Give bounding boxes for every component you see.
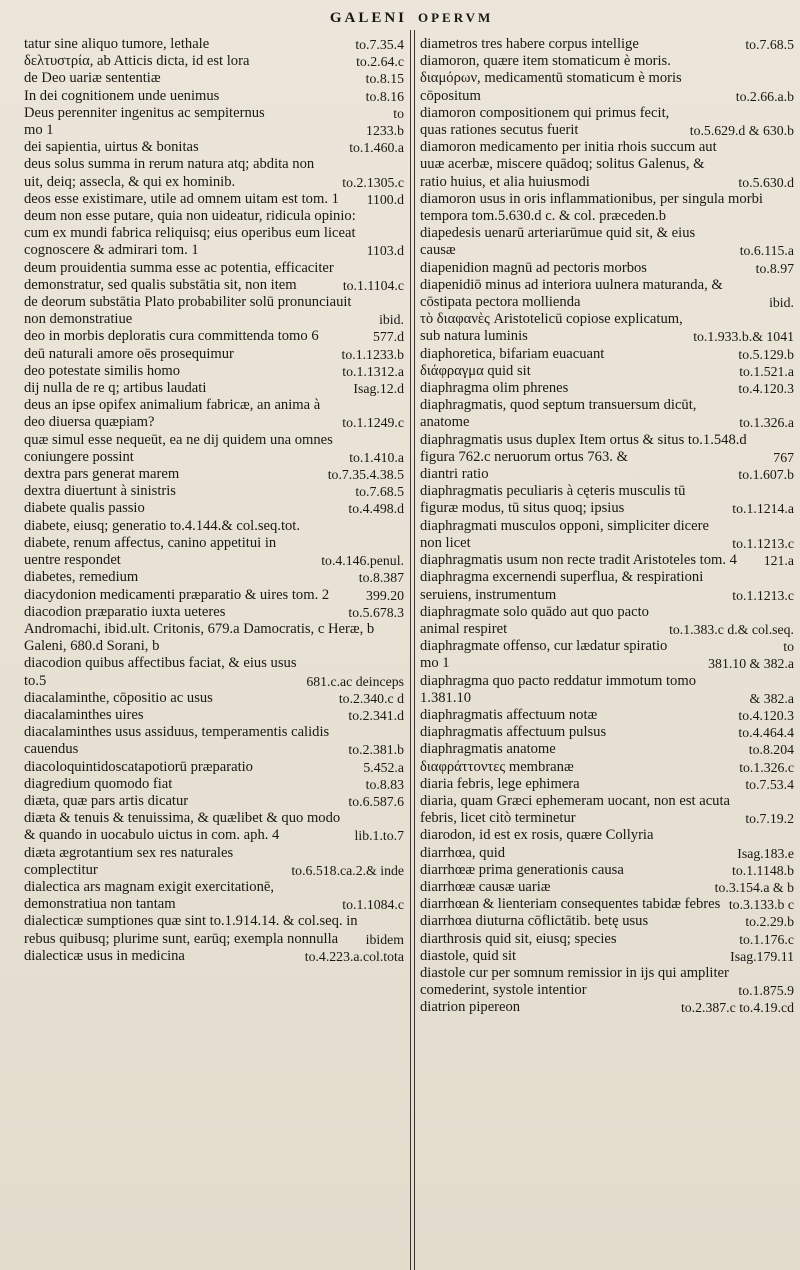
index-entry [420,759,794,776]
entry-text: diabete, renum affectus, canino appetitui in uentre respondet [24,534,277,569]
entry-text: deū naturali amore oēs prosequimur [24,345,234,362]
entry-text: dialecticæ sumptiones quæ sint to.1.914.14. & col.seq. in rebus quibusq; plurime sunt, earūq; exempla nonnulla [24,913,358,947]
entry-reference: to.4.120.3 [738,381,794,397]
index-entry [24,88,404,105]
entry-text: diaphragmati musculos opponi, simpliciter dicere non licet [420,517,709,551]
index-entry [24,845,404,879]
entry-reference: to.1.607.b [738,467,794,483]
entry-reference: 577.d [372,329,404,345]
index-entry [24,466,404,483]
entry-reference: to [783,639,794,655]
index-entry [420,260,794,277]
entry-text: diametros tres habere corpus intellige [420,36,639,52]
entry-reference: & 382.a [749,690,794,706]
entry-text: de Deo uariæ sententiæ [24,70,161,87]
entry-text: dialectica ars magnam exigit exercitationē, demonstratiua non tantam [24,878,275,913]
index-entry [24,208,404,260]
entry-text: diamoron usus in oris inflammationibus, per singula morbi tempora tom.5.630.d c. & col. præceden.b [420,190,763,225]
entry-text: dei sapientia, uirtus & bonitas [24,139,199,156]
entry-text: diatrion pipereon [420,999,521,1016]
entry-reference: to.6.518.ca.2.& inde [291,862,404,878]
index-entry [24,346,404,363]
entry-text: tatur sine aliquo tumore, lethale [24,36,210,52]
entry-text: deum non esse putare, quia non uideatur, ridicula opinio: cum ex mundi fabrica reliquisq; eius operibus eum liceat cognoscere & admirari tom. 1 [24,208,356,259]
entry-reference: to.7.53.4 [745,776,794,792]
entry-text: δελτυστρία, ab Atticis dicta, id est lora [24,53,250,70]
index-entry [24,690,404,707]
entry-text: diaphragmatis affectuum notæ [420,706,598,723]
entry-reference: Isag.183.e [737,845,794,861]
entry-reference: to.1.383.c d.& col.seq. [669,621,794,637]
entry-reference: ibid. [379,312,404,328]
entry-reference: to.5.129.b [738,346,794,362]
entry-text: diaphragmate solo quādo aut quo pacto animal respiret [420,603,649,637]
index-entry [420,397,794,431]
header-right: OPERVM [418,10,494,25]
entry-text: diarrhœæ causæ uariæ [420,878,551,895]
entry-reference: to.1.176.c [739,931,794,947]
index-entry [420,483,794,517]
entry-reference: to.2.64.c [356,54,404,70]
index-entry [420,363,794,380]
index-entry [420,638,794,655]
entry-reference: Isag.12.d [353,381,404,397]
entry-text: diacydonion medicamenti præparatio & uires tom. 2 [24,586,330,603]
entry-text: diaphragma olim phrenes [420,380,569,397]
entry-text: deum prouidentia summa esse ac potentia, efficaciter demonstratur, sed qualis substātia sit, non item [24,259,334,293]
entry-text: διάφραγμα quid sit [420,362,531,379]
entry-reference: to.5.678.3 [348,604,404,620]
entry-text: diabete qualis passio [24,500,145,517]
entry-reference: 5.452.a [363,759,404,775]
index-entry [24,483,404,500]
entry-text: diaphragma excernendi superflua, & respirationi seruiens, instrumentum [420,569,704,603]
entry-text: diapenidion magnū ad pectoris morbos [420,259,647,276]
index-entry [24,191,404,208]
entry-reference: to.2.387.c to.4.19.cd [680,1000,794,1016]
entry-reference: 681.c.ac deinceps [306,673,404,689]
entry-reference: to.1.1084.c [342,897,404,913]
entry-text: diaphragmatis, quod septum transuersum dicūt, anatome [420,397,697,431]
entry-reference: to.2.29.b [745,914,794,930]
entry-text: diabetes, remedium [24,569,139,586]
entry-text: διαμόρων, medicamentū stomaticum è moris cōpositum [420,70,682,104]
entry-text: diæta & tenuis & tenuissima, & quælibet & quo modo & quando in uocabulo uictus in com. aph. 4 [24,810,341,844]
index-entry [24,948,404,965]
entry-reference: to.1.1213.c [732,535,794,551]
entry-text: diaphragmatis usum non recte tradit Aristoteles tom. 4 [420,552,737,569]
entry-text: diastole, quid sit [420,947,517,964]
entry-text: Deus perenniter ingenitus ac sempiternus [24,104,265,121]
entry-text: diaphragmatis anatome [420,741,556,758]
entry-text: diamoron, quære item stomaticum è moris. [420,53,671,70]
entry-text: diacodion præparatio iuxta ueteres [24,603,226,620]
entry-reference: to.1.875.9 [738,983,794,999]
index-entry [420,862,794,879]
entry-text: diarrhœa diuturna cōflictātib. betę usus [420,913,649,930]
entry-text: In dei cognitionem unde uenimus [24,87,220,104]
index-entry [420,346,794,363]
index-entry [24,569,404,586]
entry-reference: to.4.146.penul. [321,553,404,569]
entry-reference: 767 [773,449,794,465]
right-index-column [420,36,794,1017]
entry-text: deo in morbis deploratis cura committenda tomo 6 [24,328,319,345]
entry-text: diacodion quibus affectibus faciat, & eius usus to.5 [24,655,297,689]
entry-reference: to.3.154.a & b [714,879,794,895]
index-entry [420,827,794,844]
entry-text: dextra diuertunt à sinistris [24,483,176,500]
entry-text: diapedesis uenarū arteriarūmue quid sit, & eius causæ [420,225,696,259]
entry-reference: 1100.d [366,191,404,207]
entry-reference: Isag.179.11 [730,948,794,964]
entry-text: dij nulla de re q; artibus laudati [24,380,207,397]
entry-reference: to.4.464.4 [738,725,794,741]
column-rule-inner [414,30,415,1270]
index-entry [24,328,404,345]
index-entry [420,277,794,311]
entry-text: diabete, eiusq; generatio to.4.144.& col.seq.tot. [24,517,300,534]
index-entry [420,776,794,793]
index-entry [420,741,794,758]
entry-reference: to.4.120.3 [738,707,794,723]
entry-text: de deorum substātia Plato probabiliter solū pronunciauit non demonstratiue [24,294,352,328]
entry-reference: to.8.97 [755,260,794,276]
entry-text: diamoron medicamento per initia rhois succum aut uuæ acerbæ, miscere quādoq; solitus Galenus, & ratio huius, et alia huiusmodi [420,139,717,190]
entry-reference: to.1.326.c [739,759,794,775]
index-entry [420,518,794,552]
entry-reference: to.7.35.4.38.5 [327,467,404,483]
index-entry [24,724,404,758]
entry-text: diacalaminthes uires [24,706,144,723]
entry-text: diapenidiō minus ad interiora uulnera maturanda, & cōstipata pectora mollienda [420,276,723,311]
entry-reference: to.6.115.a [739,243,794,259]
entry-text: diaphoretica, bifariam euacuant [420,345,605,362]
index-entry [420,724,794,741]
entry-reference: to.8.387 [358,570,404,586]
entry-reference: to.3.133.b c [728,897,794,913]
index-entry [24,759,404,776]
index-entry [24,70,404,87]
entry-reference: to.1.933.b.& 1041 [693,329,794,345]
entry-reference: 399.20 [366,587,404,603]
index-entry [24,36,404,53]
entry-reference: to.5.630.d [738,174,794,190]
entry-reference: to.2.381.b [348,742,404,758]
index-entry [420,53,794,70]
entry-reference: to.1.1249.c [342,415,404,431]
entry-text: deo potestate similis homo [24,362,181,379]
entry-text: diaphragmatis usus duplex Item ortus & situs to.1.548.d figura 762.c neruorum ortus 763. & [420,431,747,465]
index-entry [420,655,794,672]
index-entry [24,621,404,655]
index-entry [24,776,404,793]
entry-reference: 381.10 & 382.a [708,656,794,672]
index-entry [420,913,794,930]
entry-reference: to.6.587.6 [348,793,404,809]
entry-text: mo 1 [420,655,450,672]
index-entry [24,53,404,70]
index-entry [24,500,404,517]
index-entry [420,569,794,603]
entry-text: diaria, quam Græci ephemeram uocant, non est acuta febris, licet citò terminetur [420,792,730,827]
index-entry [420,948,794,965]
entry-text: diarthrosis quid sit, eiusq; species [420,930,617,947]
entry-reference: to.1.410.a [349,449,404,465]
index-entry [420,432,794,466]
index-entry [420,673,794,707]
entry-reference: to.8.15 [365,71,404,87]
entry-reference: to.1.1213.c [732,587,794,603]
index-entry [24,793,404,810]
entry-text: diarodon, id est ex rosis, quære Collyria [420,827,654,844]
index-entry [24,879,404,913]
entry-text: diamoron compositionem qui primus fecit, quas rationes secutus fuerit [420,104,670,139]
entry-text: diarrhœa, quid [420,844,506,861]
entry-text: diarrhœæ prima generationis causa [420,861,624,878]
entry-reference: to.1.460.a [349,140,404,156]
entry-reference: ibid. [769,295,794,311]
index-entry [420,552,794,569]
entry-text: dialecticæ usus in medicina [24,947,185,964]
index-entry [24,260,404,294]
index-entry [24,397,404,431]
index-entry [24,604,404,621]
entry-text: diagredium quomodo fiat [24,775,173,792]
entry-reference: to.1.1214.a [732,501,794,517]
entry-text: diæta, quæ pars artis dicatur [24,792,189,809]
index-entry [24,518,404,535]
index-entry [420,793,794,827]
index-entry [24,363,404,380]
index-entry [420,879,794,896]
entry-reference: lib.1.to.7 [354,828,404,844]
index-entry [420,707,794,724]
entry-reference: to.4.498.d [348,501,404,517]
entry-reference: to.1.1233.b [341,346,404,362]
entry-text: deus an ipse opifex animalium fabricæ, an anima à deo diuersa quæpiam? [24,397,321,431]
entry-text: deos esse existimare, utile ad omnem uitam est tom. 1 [24,190,339,207]
index-entry [420,70,794,104]
entry-reference: to.7.68.5 [355,484,404,500]
entry-reference: to.1.1312.a [342,363,404,379]
entry-text: τὸ διαφανὲς Aristotelicū copiose explicatum, sub natura luminis [420,311,683,345]
entry-text: diaria febris, lege ephimera [420,775,580,792]
index-entry [420,380,794,397]
entry-reference: to.1.521.a [739,363,794,379]
index-entry [24,294,404,328]
running-header [0,6,800,36]
entry-reference: ibidem [365,931,404,947]
entry-reference: to.8.204 [748,742,794,758]
entry-reference: 1103.d [366,243,404,259]
index-entry [24,587,404,604]
index-entry [420,105,794,139]
index-entry [420,604,794,638]
index-entry [24,707,404,724]
entry-text: diarrhœan & lienteriam consequentes tabidæ febres [420,896,721,913]
index-entry [24,105,404,122]
entry-text: dextra pars generat marem [24,466,180,483]
entry-reference: to.1.1104.c [342,277,404,293]
entry-reference: to.2.1305.c [342,174,404,190]
index-entry [24,535,404,569]
entry-text: deus solus summa in rerum natura atq; abdita non uit, deiq; assecla, & qui ex hominib. [24,156,315,190]
entry-text: diaphragmatis peculiaris à cęteris musculis tū figuræ modus, tū situs quoq; ipsius [420,483,686,517]
entry-reference: to.2.341.d [348,707,404,723]
entry-reference: to.5.629.d & 630.b [689,123,794,139]
entry-text: diaphragmate offenso, cur lædatur spiratio [420,638,668,655]
column-rule [410,30,411,1270]
entry-text: diacalaminthes usus assiduus, temperamentis calidis cauendus [24,724,330,758]
entry-text: diæta ægrotantium sex res naturales complectitur [24,844,234,878]
entry-reference: to.7.19.2 [745,811,794,827]
index-entry [24,380,404,397]
entry-reference: to.2.340.c d [338,690,404,706]
entry-text: diacoloquintidoscatapotiorū præparatio [24,758,253,775]
index-entry [420,896,794,913]
entry-reference: to.7.68.5 [745,37,794,52]
entry-reference: to.8.83 [365,776,404,792]
entry-text: diaphragmatis affectuum pulsus [420,724,607,741]
index-entry [420,999,794,1016]
entry-reference: to.4.223.a.col.tota [304,948,404,964]
index-entry [24,139,404,156]
entry-reference: to.8.16 [365,88,404,104]
index-entry [420,466,794,483]
entry-text: diacalaminthe, cōpositio ac usus [24,689,213,706]
index-entry [420,931,794,948]
entry-reference: to [393,105,404,121]
index-entry [420,311,794,345]
index-entry [420,225,794,259]
index-entry [420,965,794,999]
index-entry [420,845,794,862]
index-entry [420,139,794,191]
header-left: GALENI [329,10,407,26]
entry-text: mo 1 [24,122,54,139]
index-entry [24,432,404,466]
entry-text: diaphragma quo pacto reddatur immotum tomo 1.381.10 [420,672,696,706]
entry-text: diantri ratio [420,466,489,483]
entry-text: διαφράττοντες membranæ [420,758,574,775]
left-index-column [24,36,404,965]
index-entry [420,36,794,53]
entry-reference: to.7.35.4 [355,37,404,52]
entry-text: diastole cur per somnum remissior in ijs qui ampliter comederint, systole intentior [420,964,729,999]
entry-text: Andromachi, ibid.ult. Critonis, 679.a Damocratis, c Heræ, b Galeni, 680.d Sorani, b [24,620,375,655]
entry-text: quæ simul esse nequeūt, ea ne dij quidem una omnes coniungere possint [24,431,333,465]
entry-reference: to.2.66.a.b [735,88,794,104]
index-entry [24,122,404,139]
index-entry [24,810,404,844]
entry-reference: to.1.1148.b [732,862,794,878]
index-entry [24,913,404,947]
index-entry [24,156,404,190]
entry-reference: 1233.b [366,123,404,139]
entry-reference: 121.a [763,553,794,569]
index-entry [420,191,794,225]
entry-reference: to.1.326.a [739,415,794,431]
index-entry [24,655,404,689]
